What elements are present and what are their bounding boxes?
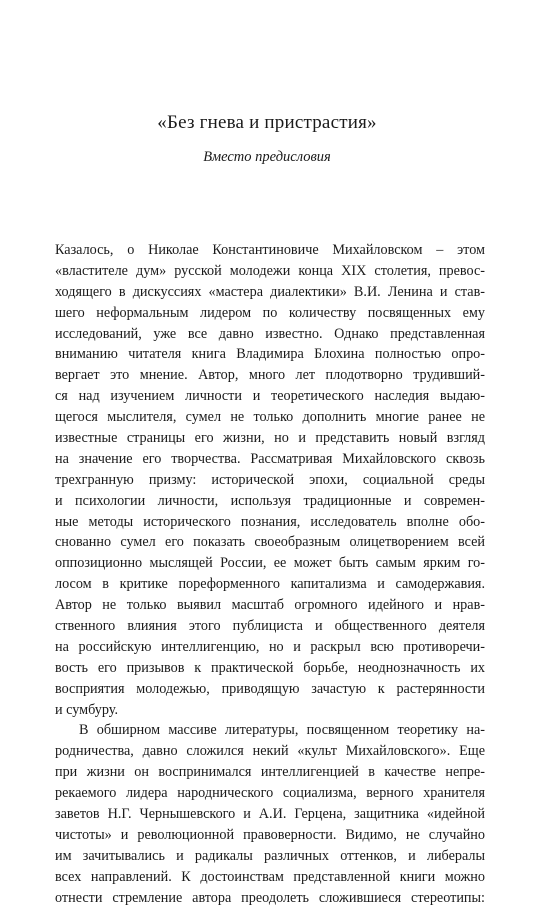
text-line: вниманию читателя книга Владимира Блохина полностью опро- xyxy=(55,346,485,363)
text-line: Казалось, о Николае Константиновиче Михайловском – этом xyxy=(55,242,485,258)
text-line: шего неформальным лидером по количеству посвященных ему xyxy=(55,304,485,321)
text-line: исследований, уже все давно известно. Однако представленная xyxy=(55,325,485,342)
text-line: ся над изучением личности и теоретического наследия выдаю- xyxy=(55,388,485,405)
text-line: ходящего в дискуссиях «мастера диалектики» В.И. Ленина и став- xyxy=(55,283,485,300)
text-line: рекаемого лидера народнического социализма, верного хранителя xyxy=(55,785,485,802)
text-line: всех направлений. К достоинствам представленной книги можно xyxy=(55,868,485,885)
text-line: вергает это мнение. Автор, много лет плодотворно трудивший- xyxy=(55,367,485,384)
text-line: вость его призывов к практической борьбе, неоднозначность их xyxy=(55,659,485,676)
body-text xyxy=(55,240,485,909)
text-line: заветов Н.Г. Чернышевского и А.И. Герцена, защитника «идейной xyxy=(55,806,485,823)
text-line: и психологии личности, используя традиционные и современ- xyxy=(55,492,485,509)
text-line: известные страницы его жизни, но и представить новый взгляд xyxy=(55,430,485,447)
paragraph xyxy=(55,720,485,908)
paragraph xyxy=(55,240,485,720)
chapter-subtitle: Вместо предисловия xyxy=(203,149,331,165)
text-line: оппозиционно мыслящей России, ее может быть самым ярким го- xyxy=(55,555,485,572)
text-line: снованно сумел его показать своеобразным олицетворением всей xyxy=(55,534,485,551)
text-line: В обширном массиве литературы, посвященном теоретику на- xyxy=(79,722,485,739)
text-line: ственного влияния этого публициста и общественного деятеля xyxy=(55,618,485,635)
text-line: и сумбуру. xyxy=(55,701,119,718)
text-line: «властителе дум» русской молодежи конца XIX столетия, превос- xyxy=(55,262,485,279)
text-line: им зачитывались и радикалы различных оттенков, и либералы xyxy=(55,847,485,864)
text-line: при жизни он воспринимался интеллигенцией в качестве непре- xyxy=(55,764,485,781)
text-line: на российскую интеллигенцию, но и раскрыл всю противоречи- xyxy=(55,638,485,655)
text-line: ные методы исторического познания, исследователь вполне обо- xyxy=(55,513,485,530)
chapter-title: «Без гнева и пристрастия» xyxy=(157,112,377,133)
text-line: чистоты» и революционной правоверности. Видимо, не случайно xyxy=(55,826,485,843)
text-line: восприятия молодежью, приводящую зачастую к растерянности xyxy=(55,680,485,697)
text-line: родничества, давно сложился некий «культ Михайловского». Еще xyxy=(55,743,485,760)
text-line: трехгранную призму: исторической эпохи, социальной среды xyxy=(55,471,485,488)
text-line: лосом в критике пореформенного капитализма и самодержавия. xyxy=(55,576,485,593)
text-line: на значение его творчества. Рассматривая Михайловского сквозь xyxy=(55,450,485,467)
text-line: Автор не только выявил масштаб огромного идейного и нрав- xyxy=(55,597,485,614)
text-line: щегося мыслителя, сумел не только дополнить многие ранее не xyxy=(55,409,485,426)
text-line: отнести стремление автора преодолеть сложившиеся стереотипы: xyxy=(55,889,485,906)
